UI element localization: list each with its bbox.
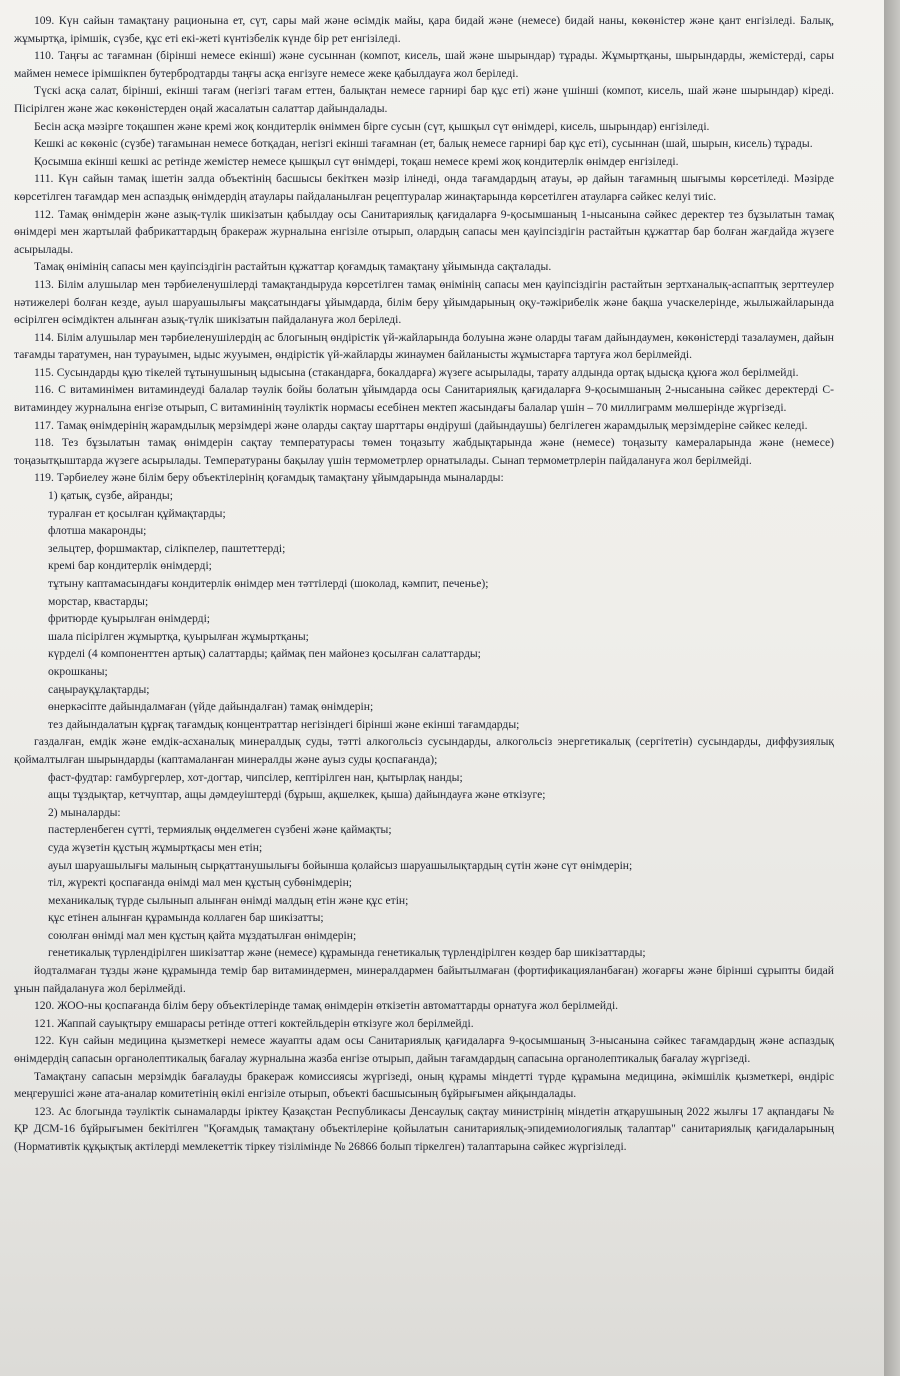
list-item: генетикалық түрлендірілген шикізаттар және (немесе) құрамында генетикалық түрлендірілген көздер бар шикізаттарды; [48, 946, 646, 960]
list-item: туралған ет қосылған құймақтарды; [48, 506, 226, 520]
list-item: окрошканы; [48, 664, 108, 678]
list-item: ащы тұздықтар, кетчуптар, ащы дәмдеуіштерді (бұрыш, ақшелкек, қыша) дайындауға және өткізуге; [48, 788, 546, 802]
paragraph: 113. Білім алушылар мен тәрбиеленушілерді тамақтандыруда көрсетілген тамақ өнімінің сапасы мен қауіпсіздігін растайтын зертханалық-аспаптық зерттеулер нәтижелері болған кезде, ауыл шаруашылығы мақсатындағы ұйымдарда, білім беру ұйымдарының оқу-тәжірибелік және бақша учаскелерінде, жылыжайларында өсірілген өсімдіктен алынған азық-түлік шикізатын пайдалануға жол беріледі. [14, 277, 834, 327]
paragraph: 110. Таңғы ас тағамнан (бірінші немесе екінші) және сусыннан (компот, кисель, шай және шырындар) тұрады. Жұмыртқаны, шырындарды, жемістерді, сары маймен немесе ірімшікпен бутербродтарды таңғы асқа енгізуге немесе жеке қабылдауға жол беріледі. [14, 49, 834, 80]
paragraph: 115. Сусындарды құю тікелей тұтынушының ыдысына (стакандарға, бокалдарға) жүзеге асырылады, тарату алдында ортақ ыдысқа құюға жол берілмейді. [34, 365, 799, 379]
list-item: фритюрде қуырылған өнімдерді; [48, 612, 211, 626]
paragraph: 119. Тәрбиелеу және білім беру объектілерінің қоғамдық тамақтану ұйымдарында мыналарды: [34, 471, 504, 485]
list-item: саңырауқұлақтарды; [48, 682, 150, 696]
paragraph: 120. ЖОО-ны қоспағанда білім беру объектілерінде тамақ өнімдерін өткізетін автоматтарды орнатуға жол берілмейді. [34, 999, 619, 1013]
paragraph: 111. Күн сайын тамақ ішетін залда объектінің басшысы бекіткен мәзір ілінеді, онда тағамдардың атауы, әр дайын тағамның шығымы көрсетіледі. Мәзірде көрсетілген тағамдар мен аспаздық өнімдердің атаулары пайдаланылған рецептуралар жинақтарында көрсетілген атауларға сәйкес келуі тиіс. [14, 172, 834, 203]
paragraph: 112. Тамақ өнімдерін және азық-түлік шикізатын қабылдау осы Санитариялық қағидаларға 9-қосымшаның 1-нысанына сәйкес деректер тез бұзылатын тамақ өнімдері мен жартылай фабрикаттардың бракераж журналына енгізіле отырып, олардың сапасы мен қауіпсіздігін растайтын құжаттар бар болған жағдайда жүзеге асырылады. [14, 207, 834, 256]
list-item: суда жүзетін құстың жұмыртқасы мен етін; [48, 840, 263, 854]
paragraph: Кешкі ас көкөніс (сүзбе) тағамынан немесе ботқадан, негізгі екінші тағамнан (ет, балық немесе гарнирі бар құс еті), сусыннан (шай, шырын, кисель) тұрады. [34, 137, 813, 151]
list-item: тіл, жүректі қоспағанда өнімді мал мен құстың субөнімдерін; [48, 876, 353, 890]
list-item: морстар, квастарды; [48, 594, 149, 608]
list-item: 1) қатық, сүзбе, айранды; [48, 489, 173, 503]
list-item: ауыл шаруашылығы малының сырқаттанушылығы бойынша қолайсыз шаруашылықтардың сүтін және сүт өнімдерін; [48, 858, 633, 872]
paragraph: Тамақтану сапасын мерзімдік бағалауды бракераж комиссиясы жүргізеді, оның құрамы міндетті түрде құрамына медицина, әкімшілік қызметкері, өндіріс меңгерушісі және ата-аналар комитетінің өкілі енгізіле отырып, объекті басшысының бұйрығымен айқындалады. [14, 1069, 834, 1101]
paragraph: Қосымша екінші кешкі ас ретінде жемістер немесе қышқыл сүт өнімдері, тоқаш немесе кремі жоқ кондитерлік өнімдер енгізіледі. [34, 154, 679, 168]
list-item: механикалық түрде сылынып алынған өнімді малдың етін және құс етін; [48, 893, 409, 907]
paragraph: 122. Күн сайын медицина қызметкері немесе жауапты адам осы Санитариялық қағидаларға 9-қосымшаның 3-нысанына сәйкес тағамдардың және аспаздық өнімдердің сапасын органолептикалық бағалау журналына жазба енгізе отырып, дайын тағамдардың сапасына органолептикалық бағалау жүргізеді. [14, 1034, 834, 1066]
paragraph: 123. Ас блогында тәуліктік сынамаларды іріктеу Қазақстан Республикасы Денсаулық сақтау министрінің міндетін атқарушының 2022 жылғы 17 ақпандағы № ҚР ДСМ-16 бұйрығымен бекітілген "Қоғамдық тамақтану объектілеріне қойылатын санитариялық-эпидемиологиялық талаптар" санитариялық қағидаларының (Нормативтік құқықтық актілерді мемлекеттік тіркеу тізілімінде № 26866 болып тіркелген) талаптарына сәйкес жүргізіледі. [14, 1104, 834, 1153]
paragraph: Бесін асқа мәзірге тоқашпен және кремі жоқ кондитерлік өніммен бірге сусын (сүт, қышқыл сүт өнімдері, кисель, шырындар) енгізіледі. [34, 119, 710, 133]
list-item: тұтыну каптамасындағы кондитерлік өнімдер мен тәттілерді (шоколад, кәмпит, печенье); [48, 577, 489, 590]
paragraph: 114. Білім алушылар мен тәрбиеленушілердің ас блогының өндірістік үй-жайларында болуына және оларды тағам дайындаумен, көкөністерді тазалаумен, дайын тағамды таратумен, нан турауымен, ыдыс жууымен, өндірістік үй-жайларды жинаумен байланысты жұмыстарға тартуға жол берілмейді. [14, 330, 834, 362]
list-item: зельцтер, форшмактар, сілікпелер, паштеттерді; [48, 541, 286, 555]
list-item: тез дайындалатын құрғақ тағамдық концентраттар негізіндегі бірінші және екінші тағамдарды; [48, 717, 520, 731]
list-item: өнеркәсіпте дайындалмаған (үйде дайындалған) тамақ өнімдерін; [48, 700, 374, 714]
paragraph: 117. Тамақ өнімдерінің жарамдылық мерзімдері және оларды сақтау шарттары өндіруші (дайындаушы) белгілеген жарамдылық мерзімдеріне сәйкес келеді. [34, 418, 808, 432]
paragraph: 116. С витаминімен витаминдеуді балалар тәулік бойы болатын ұйымдарда осы Санитариялық қағидаларға 9-қосымшаның 2-нысанына сәйкес деректерді С-витаминдеу журналына енгізе отырып, С витаминінің тәуліктік нормасы есебінен мектеп жасындағы балалар үшін – 70 миллиграмм мөлшерінде жүргізеді. [14, 383, 834, 415]
paragraph: газдалған, емдік және емдік-асханалық минералдық суды, тәтті алкогольсіз сусындарды, алкогольсіз энергетикалық (сергітетін) сусындарды, диффузиялық қоймалтылған шырындарды (каптамаланған минералды және ауыз суды қоспағанда); [14, 735, 834, 766]
list-item: шала пісірілген жұмыртқа, қуырылған жұмыртқаны; [48, 629, 309, 643]
paragraph: 121. Жаппай сауықтыру емшарасы ретінде оттегі коктейльдерін өткізуге жол берілмейді. [34, 1016, 474, 1030]
paragraph: йодталмаған тұзды және құрамында темір бар витаминдермен, минералдармен байытылмаған (фортификацияланбаған) жоғарғы және бірінші сұрыпты бидай ұнын пайдалануға жол берілмейді. [14, 964, 834, 995]
list-item: құс етінен алынған құрамында коллаген бар шикізатты; [48, 911, 324, 925]
paragraph: Тамақ өнімінің сапасы мен қауіпсіздігін растайтын құжаттар қоғамдық тамақтану ұйымында сақталады. [34, 260, 552, 274]
list-item: пастерленбеген сүтті, термиялық өңделмеген сүзбені және қаймақты; [48, 823, 392, 837]
list-item: флотша макаронды; [48, 524, 147, 538]
paragraph: 118. Тез бұзылатын тамақ өнімдерін сақтау температурасы төмен тоңазыту жабдықтарында және (немесе) тоңазыту камераларында және (немесе) тоңазытқыштарда жүзеге асырылады. Температураны бақылау үшін термометрлер орнатылады. Сынап термометрлерін пайдалануға жол берілмейді. [14, 436, 834, 467]
list-item: союлған өнімді мал мен құстың қайта мұздатылған өнімдерін; [48, 928, 357, 942]
list-item: фаст-фудтар: гамбургерлер, хот-догтар, чипсілер, кептірілген нан, қытырлақ нанды; [48, 770, 463, 784]
background-edge [884, 0, 900, 1376]
list-item: күрделі (4 компоненттен артық) салаттарды; қаймақ пен майонез қосылған салаттарды; [48, 647, 481, 661]
paragraph: 109. Күн сайын тамақтану рационына ет, сүт, сары май және өсімдік майы, қара бидай және (немесе) бидай наны, көкөністер және қант енгізіледі. Балық, жұмыртқа, ірімшік, сүзбе, құс еті екі-жеті күнтізбелік күнде бір рет енгізіледі. [14, 14, 834, 45]
paragraph: Түскі асқа салат, бірінші, екінші тағам (негізгі тағам еттен, балықтан немесе гарнирі бар құс еті) және үшінші (компот, кисель, шай және шырындар) кіреді. Пісірілген және жас көкөністерден оңай жасалатын салаттар дайындалады. [14, 84, 834, 115]
list-item: 2) мыналарды: [48, 805, 121, 819]
document-text [14, 12, 834, 1156]
list-item: кремі бар кондитерлік өнімдерді; [48, 559, 212, 573]
